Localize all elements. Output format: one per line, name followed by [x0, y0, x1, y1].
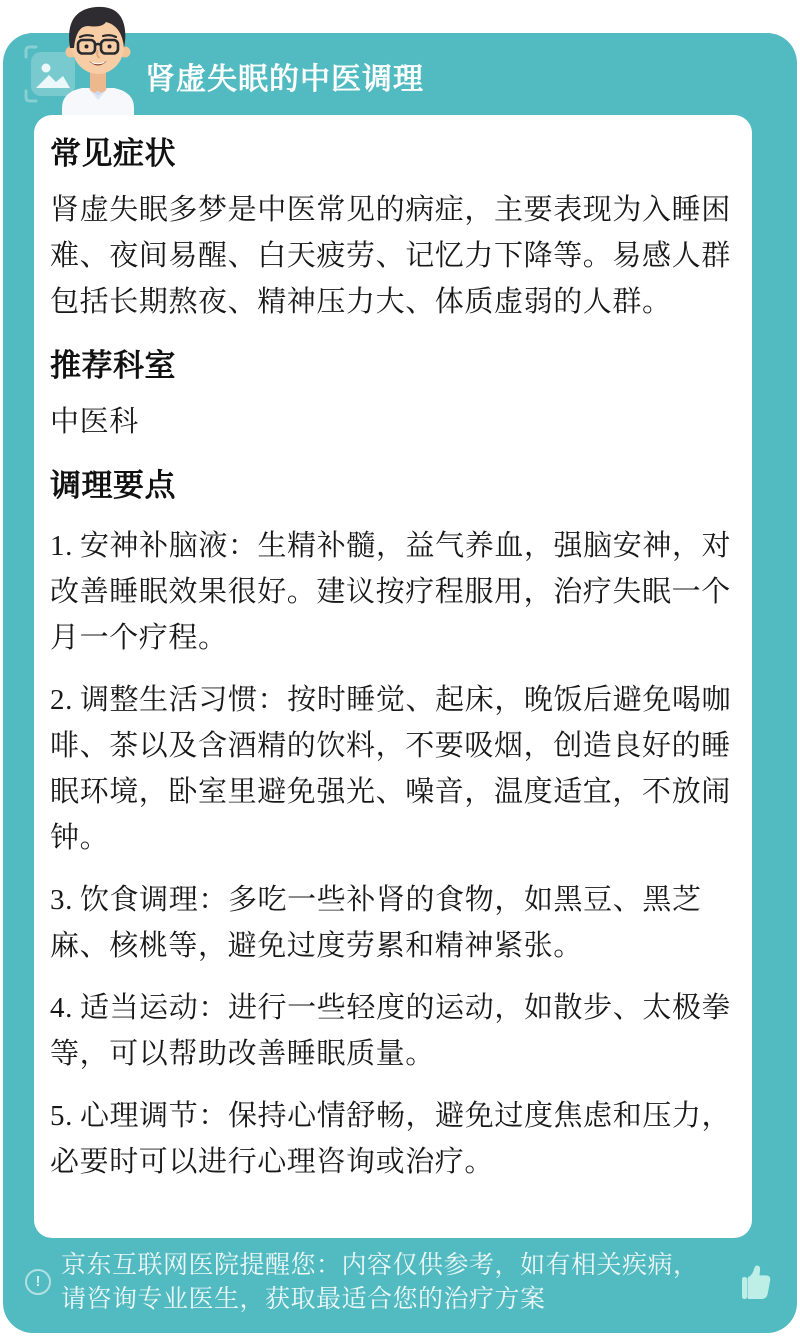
list-item-1-number: 1. — [50, 530, 73, 562]
thumbs-up-icon[interactable] — [733, 1262, 773, 1302]
symptoms-paragraph: 肾虚失眠多梦是中医常见的病症，主要表现为入睡困难、夜间易醒、白天疲劳、记忆力下降等。易感人群包括长期熬夜、精神压力大、体质虚弱的人群。 — [50, 194, 731, 318]
list-item-1-text: 安神补脑液：生精补髓，益气养血，强脑安神，对改善睡眠效果很好。建议按疗程服用，治疗失眠一个月一个疗程。 — [50, 530, 732, 654]
list-item-2-number: 2. — [50, 684, 73, 716]
list-item-1 — [50, 523, 736, 661]
list-item-3 — [50, 877, 736, 969]
list-item-5 — [50, 1093, 736, 1185]
page-title: 肾虚失眠的中医调理 — [145, 63, 424, 96]
list-item-5-text: 心理调节：保持心情舒畅，避免过度焦虑和压力，必要时可以进行心理咨询或治疗。 — [50, 1100, 732, 1178]
list-item-4 — [50, 985, 736, 1077]
footer-disclaimer — [3, 1233, 797, 1333]
list-item-3-number: 3. — [50, 884, 73, 916]
department-name: 中医科 — [50, 406, 139, 438]
alert-circle-icon: ! — [25, 1269, 51, 1295]
content-card — [34, 115, 752, 1238]
section-heading-department: 推荐科室 — [50, 348, 176, 383]
doctor-avatar — [52, 2, 144, 120]
list-item-5-number: 5. — [50, 1100, 73, 1132]
list-item-2-text: 调整生活习惯：按时睡觉、起床，晚饭后避免喝咖啡、茶以及含酒精的饮料，不要吸烟，创造良好的睡眠环境，卧室里避免强光、噪音，温度适宜，不放闹钟。 — [50, 684, 732, 854]
disclaimer-text: 京东互联网医院提醒您：内容仅供参考，如有相关疾病，请咨询专业医生，获取最适合您的治疗方案 — [61, 1251, 699, 1313]
section-heading-symptoms: 常见症状 — [50, 136, 176, 171]
list-item-4-number: 4. — [50, 992, 73, 1024]
section-heading-key-points: 调理要点 — [50, 468, 176, 503]
list-item-2 — [50, 677, 736, 861]
list-item-4-text: 适当运动：进行一些轻度的运动，如散步、太极拳等，可以帮助改善睡眠质量。 — [50, 992, 732, 1070]
list-item-3-text: 饮食调理：多吃一些补肾的食物，如黑豆、黑芝麻、核桃等，避免过度劳累和精神紧张。 — [50, 884, 702, 962]
